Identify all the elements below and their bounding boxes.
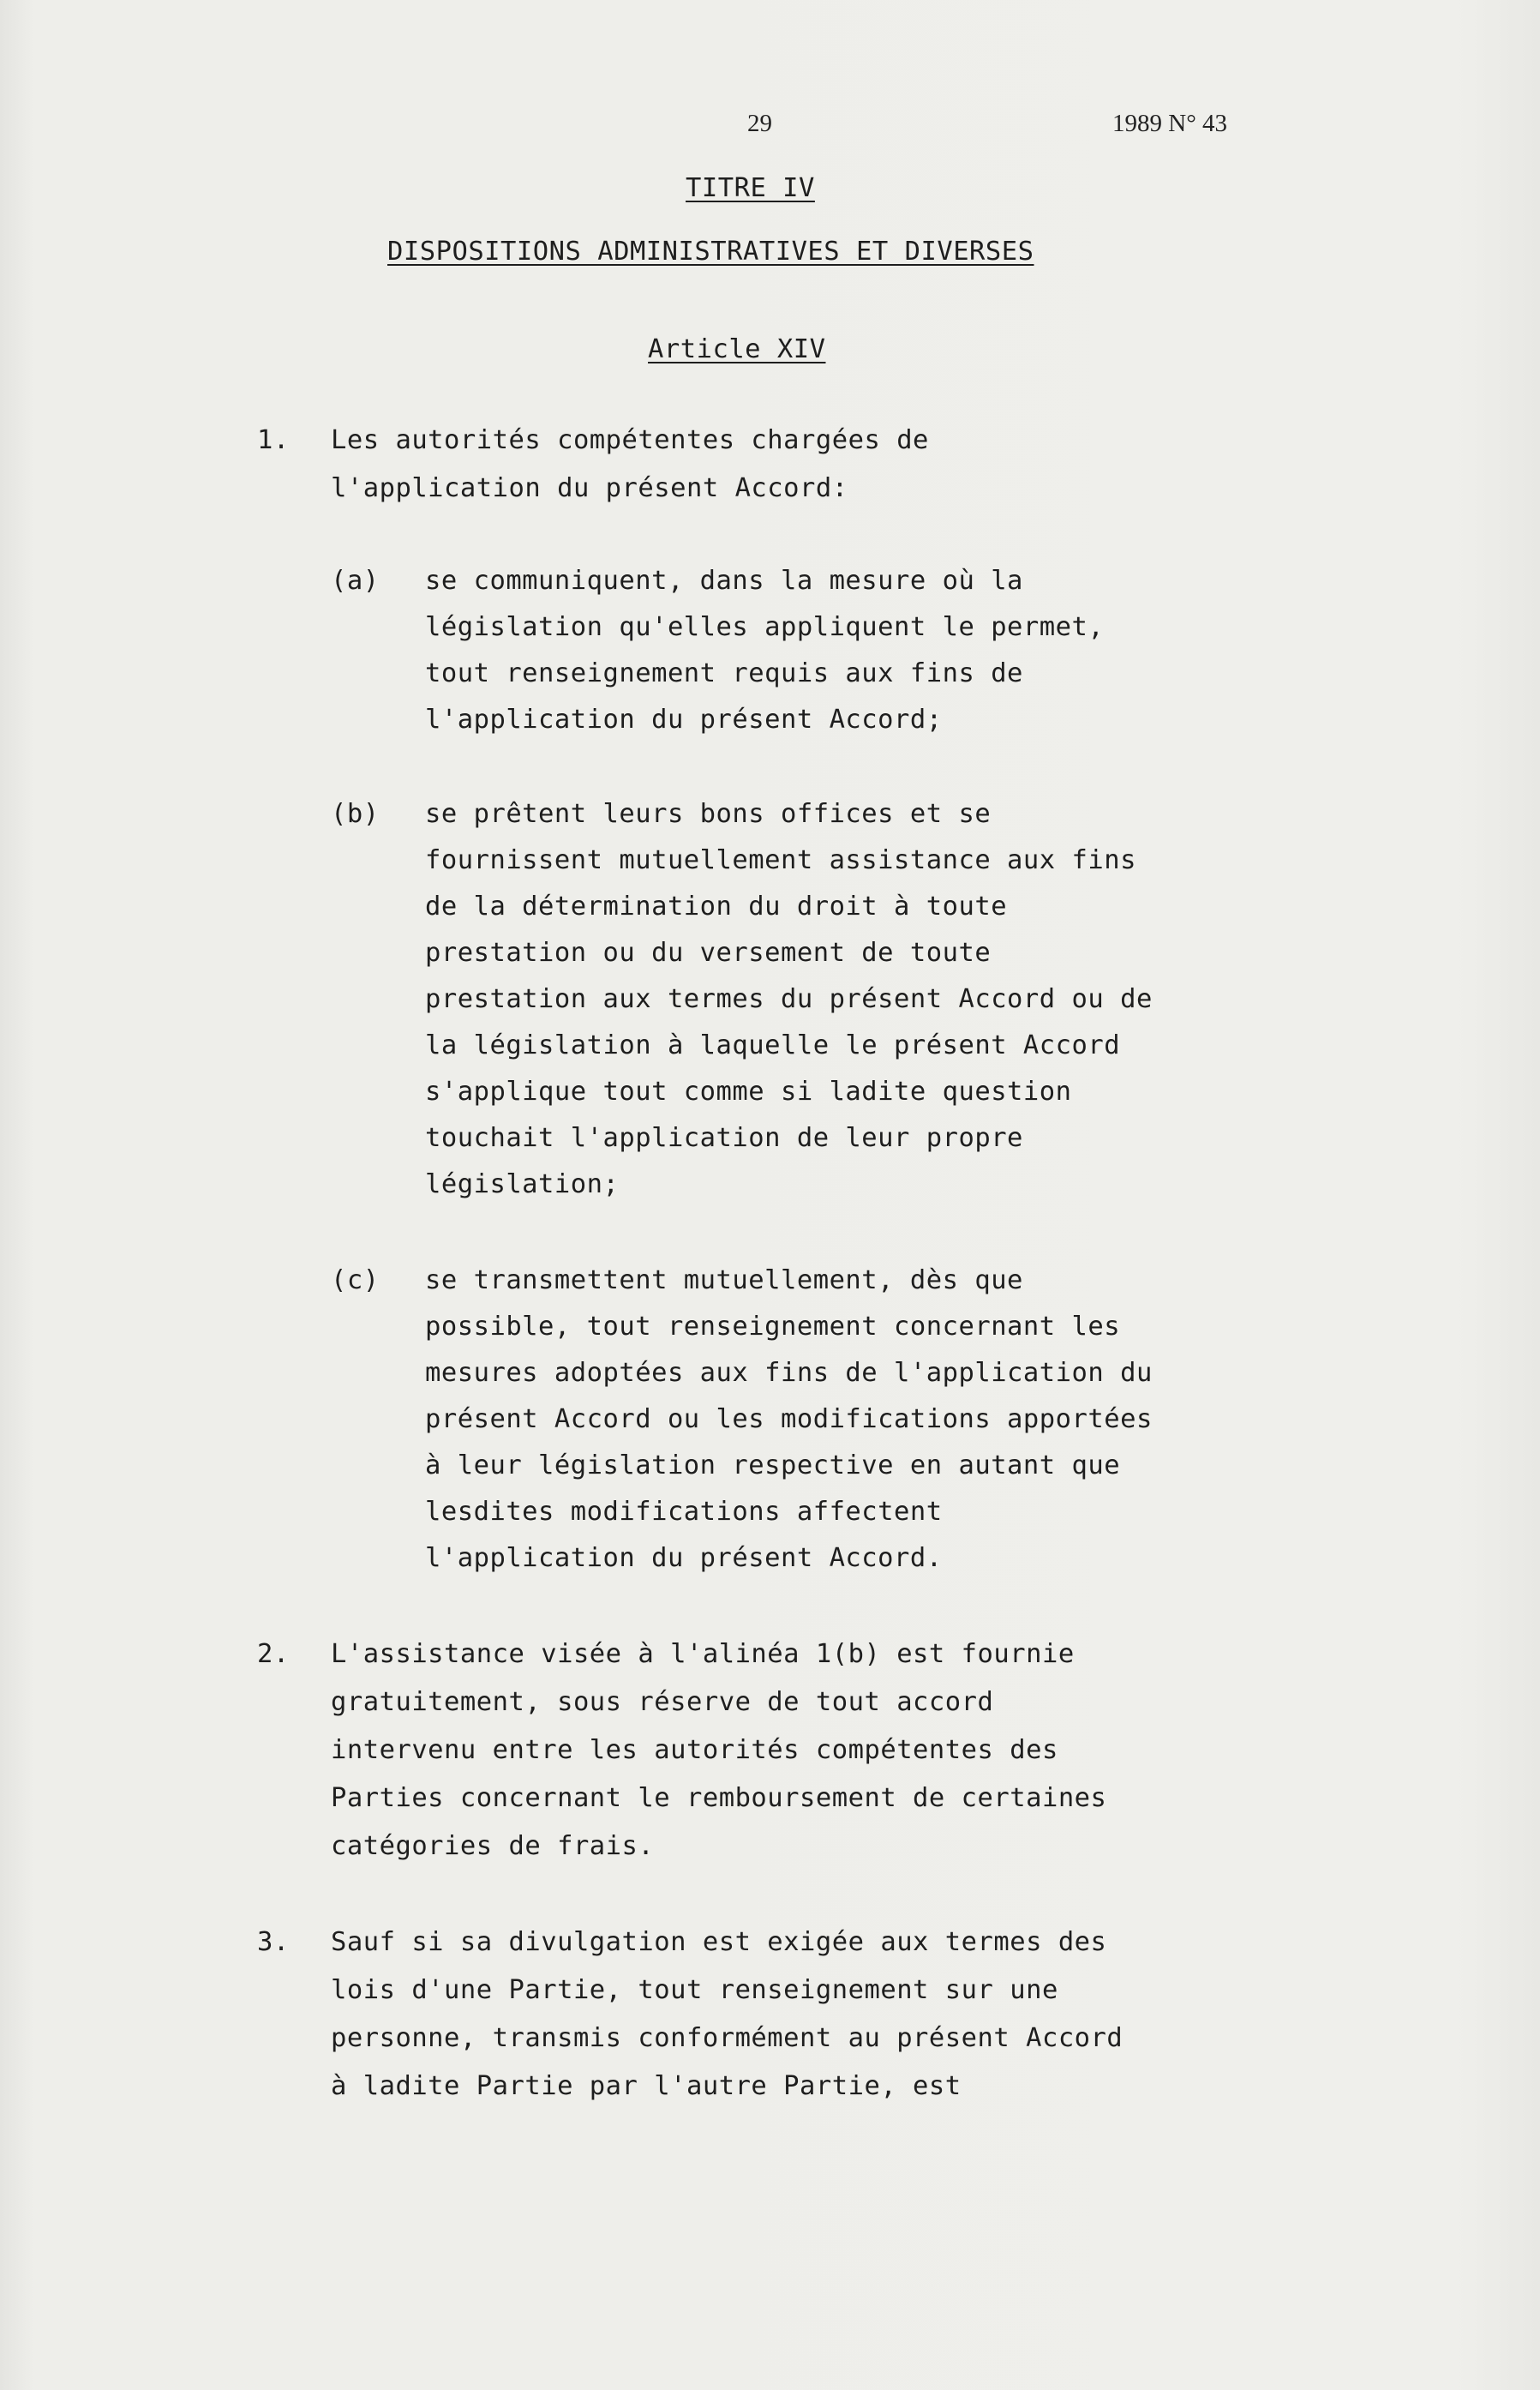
paragraph-line: lois d'une Partie, tout renseignement sur une [331, 1975, 1058, 2005]
item-line: mesures adoptées aux fins de l'application du [425, 1358, 1153, 1388]
subtitle-heading: DISPOSITIONS ADMINISTRATIVES ET DIVERSES [387, 237, 1034, 267]
item-line: de la détermination du droit à toute [425, 892, 1008, 922]
paragraph-number: 3. [257, 1927, 290, 1957]
paragraph-line: catégories de frais. [331, 1831, 655, 1861]
item-line: possible, tout renseignement concernant les [425, 1312, 1121, 1342]
item-line: l'application du présent Accord; [425, 705, 943, 735]
item-line: législation; [425, 1169, 620, 1199]
item-line: se prêtent leurs bons offices et se [425, 799, 992, 829]
paragraph-number: 1. [257, 425, 290, 455]
item-line: l'application du présent Accord. [425, 1543, 943, 1573]
paragraph-line: Sauf si sa divulgation est exigée aux termes des [331, 1927, 1107, 1957]
item-line: législation qu'elles appliquent le permet, [425, 612, 1105, 642]
paragraph-line: gratuitement, sous réserve de tout accord [331, 1687, 994, 1717]
item-line: présent Accord ou les modifications apportées [425, 1404, 1153, 1434]
paragraph-line: Parties concernant le remboursement de certaines [331, 1783, 1107, 1813]
item-line: prestation aux termes du présent Accord ou de [425, 984, 1153, 1014]
item-line: se transmettent mutuellement, dès que [425, 1265, 1023, 1295]
paragraph-line: intervenu entre les autorités compétentes des [331, 1735, 1058, 1765]
article-heading: Article XIV [648, 334, 826, 364]
item-marker: (a) [331, 566, 380, 596]
paragraph-line: L'assistance visée à l'alinéa 1(b) est fournie [331, 1639, 1075, 1669]
item-line: fournissent mutuellement assistance aux fins [425, 845, 1136, 875]
paragraph-line: Les autorités compétentes chargées de [331, 425, 929, 455]
title-heading: TITRE IV [686, 173, 815, 203]
item-line: se communiquent, dans la mesure où la [425, 566, 1023, 596]
item-line: tout renseignement requis aux fins de [425, 658, 1023, 688]
item-marker: (c) [331, 1265, 380, 1295]
item-marker: (b) [331, 799, 380, 829]
page-number: 29 [747, 110, 772, 137]
item-line: lesdites modifications affectent [425, 1497, 943, 1527]
paragraph-line: l'application du présent Accord: [331, 473, 848, 503]
document-reference: 1989 N° 43 [1112, 110, 1228, 137]
paragraph-line: à ladite Partie par l'autre Partie, est [331, 2071, 962, 2101]
item-line: la législation à laquelle le présent Accord [425, 1030, 1121, 1060]
paragraph-line: personne, transmis conformément au présent Accord [331, 2023, 1124, 2053]
item-line: s'applique tout comme si ladite question [425, 1077, 1072, 1107]
paragraph-number: 2. [257, 1639, 290, 1669]
item-line: à leur législation respective en autant que [425, 1450, 1121, 1480]
item-line: touchait l'application de leur propre [425, 1123, 1023, 1153]
item-line: prestation ou du versement de toute [425, 938, 992, 968]
